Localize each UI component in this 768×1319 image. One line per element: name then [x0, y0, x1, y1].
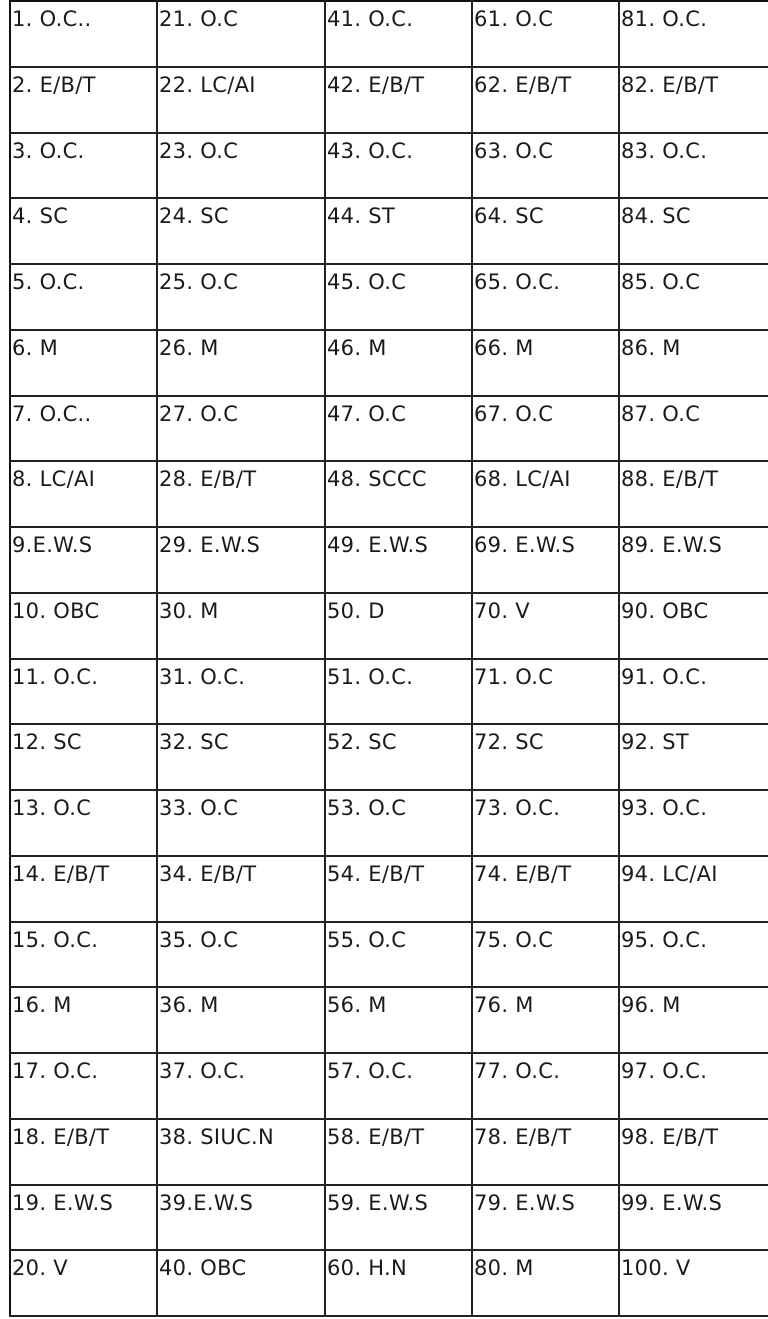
roster-cell: 80. M: [472, 1250, 619, 1316]
roster-cell: 31. O.C.: [157, 659, 325, 725]
table-row: [10, 396, 768, 462]
roster-cell: 50. D: [325, 593, 472, 659]
table-row: [10, 1119, 768, 1185]
roster-cell: 65. O.C.: [472, 264, 619, 330]
roster-cell: 95. O.C.: [619, 922, 768, 988]
roster-cell: 57. O.C.: [325, 1053, 472, 1119]
table-row: [10, 790, 768, 856]
roster-cell: 87. O.C: [619, 396, 768, 462]
table-row: [10, 1053, 768, 1119]
roster-cell: 70. V: [472, 593, 619, 659]
roster-cell: 42. E/B/T: [325, 67, 472, 133]
roster-cell: 20. V: [10, 1250, 157, 1316]
roster-cell: 23. O.C: [157, 133, 325, 199]
table-row: [10, 1185, 768, 1251]
roster-cell: 41. O.C.: [325, 1, 472, 67]
roster-cell: 12. SC: [10, 724, 157, 790]
roster-cell: 59. E.W.S: [325, 1185, 472, 1251]
table-row: [10, 198, 768, 264]
roster-table: [9, 0, 768, 1317]
table-row: [10, 133, 768, 199]
roster-cell: 77. O.C.: [472, 1053, 619, 1119]
roster-cell: 61. O.C: [472, 1, 619, 67]
roster-cell: 49. E.W.S: [325, 527, 472, 593]
table-row: [10, 527, 768, 593]
roster-cell: 90. OBC: [619, 593, 768, 659]
roster-cell: 88. E/B/T: [619, 461, 768, 527]
roster-table-body: [10, 1, 768, 1316]
roster-cell: 38. SIUC.N: [157, 1119, 325, 1185]
roster-cell: 99. E.W.S: [619, 1185, 768, 1251]
table-row: [10, 922, 768, 988]
table-row: [10, 724, 768, 790]
roster-cell: 28. E/B/T: [157, 461, 325, 527]
roster-cell: 9.E.W.S: [10, 527, 157, 593]
roster-cell: 46. M: [325, 330, 472, 396]
roster-cell: 62. E/B/T: [472, 67, 619, 133]
roster-cell: 6. M: [10, 330, 157, 396]
roster-cell: 97. O.C.: [619, 1053, 768, 1119]
roster-cell: 7. O.C..: [10, 396, 157, 462]
roster-cell: 14. E/B/T: [10, 856, 157, 922]
roster-cell: 22. LC/AI: [157, 67, 325, 133]
roster-cell: 85. O.C: [619, 264, 768, 330]
roster-cell: 4. SC: [10, 198, 157, 264]
roster-cell: 10. OBC: [10, 593, 157, 659]
roster-cell: 54. E/B/T: [325, 856, 472, 922]
roster-cell: 82. E/B/T: [619, 67, 768, 133]
roster-cell: 27. O.C: [157, 396, 325, 462]
roster-cell: 91. O.C.: [619, 659, 768, 725]
roster-cell: 15. O.C.: [10, 922, 157, 988]
roster-cell: 56. M: [325, 987, 472, 1053]
roster-cell: 55. O.C: [325, 922, 472, 988]
roster-cell: 45. O.C: [325, 264, 472, 330]
roster-cell: 40. OBC: [157, 1250, 325, 1316]
roster-cell: 53. O.C: [325, 790, 472, 856]
roster-cell: 100. V: [619, 1250, 768, 1316]
roster-cell: 86. M: [619, 330, 768, 396]
roster-cell: 16. M: [10, 987, 157, 1053]
roster-cell: 76. M: [472, 987, 619, 1053]
table-row: [10, 264, 768, 330]
roster-cell: 81. O.C.: [619, 1, 768, 67]
roster-sheet: [9, 0, 768, 1317]
table-row: [10, 1, 768, 67]
roster-cell: 68. LC/AI: [472, 461, 619, 527]
roster-cell: 69. E.W.S: [472, 527, 619, 593]
roster-cell: 66. M: [472, 330, 619, 396]
roster-cell: 83. O.C.: [619, 133, 768, 199]
roster-cell: 48. SCCC: [325, 461, 472, 527]
roster-cell: 29. E.W.S: [157, 527, 325, 593]
roster-cell: 21. O.C: [157, 1, 325, 67]
roster-cell: 79. E.W.S: [472, 1185, 619, 1251]
roster-cell: 1. O.C..: [10, 1, 157, 67]
table-row: [10, 659, 768, 725]
roster-cell: 26. M: [157, 330, 325, 396]
roster-cell: 98. E/B/T: [619, 1119, 768, 1185]
table-row: [10, 67, 768, 133]
roster-cell: 2. E/B/T: [10, 67, 157, 133]
roster-cell: 35. O.C: [157, 922, 325, 988]
roster-cell: 75. O.C: [472, 922, 619, 988]
roster-cell: 72. SC: [472, 724, 619, 790]
roster-cell: 25. O.C: [157, 264, 325, 330]
roster-cell: 33. O.C: [157, 790, 325, 856]
roster-cell: 36. M: [157, 987, 325, 1053]
roster-cell: 24. SC: [157, 198, 325, 264]
roster-cell: 51. O.C.: [325, 659, 472, 725]
roster-cell: 58. E/B/T: [325, 1119, 472, 1185]
roster-cell: 3. O.C.: [10, 133, 157, 199]
roster-cell: 71. O.C: [472, 659, 619, 725]
table-row: [10, 987, 768, 1053]
roster-cell: 11. O.C.: [10, 659, 157, 725]
roster-cell: 18. E/B/T: [10, 1119, 157, 1185]
roster-cell: 94. LC/AI: [619, 856, 768, 922]
table-row: [10, 1250, 768, 1316]
roster-cell: 64. SC: [472, 198, 619, 264]
table-row: [10, 330, 768, 396]
roster-cell: 19. E.W.S: [10, 1185, 157, 1251]
roster-cell: 92. ST: [619, 724, 768, 790]
roster-cell: 63. O.C: [472, 133, 619, 199]
roster-cell: 37. O.C.: [157, 1053, 325, 1119]
roster-cell: 30. M: [157, 593, 325, 659]
roster-cell: 32. SC: [157, 724, 325, 790]
table-row: [10, 856, 768, 922]
roster-cell: 17. O.C.: [10, 1053, 157, 1119]
roster-cell: 39.E.W.S: [157, 1185, 325, 1251]
roster-cell: 8. LC/AI: [10, 461, 157, 527]
roster-cell: 44. ST: [325, 198, 472, 264]
roster-cell: 47. O.C: [325, 396, 472, 462]
roster-cell: 34. E/B/T: [157, 856, 325, 922]
roster-cell: 52. SC: [325, 724, 472, 790]
roster-cell: 5. O.C.: [10, 264, 157, 330]
roster-cell: 84. SC: [619, 198, 768, 264]
roster-cell: 67. O.C: [472, 396, 619, 462]
roster-cell: 43. O.C.: [325, 133, 472, 199]
roster-cell: 96. M: [619, 987, 768, 1053]
roster-cell: 74. E/B/T: [472, 856, 619, 922]
roster-cell: 60. H.N: [325, 1250, 472, 1316]
roster-cell: 13. O.C: [10, 790, 157, 856]
table-row: [10, 461, 768, 527]
roster-cell: 78. E/B/T: [472, 1119, 619, 1185]
table-row: [10, 593, 768, 659]
roster-cell: 73. O.C.: [472, 790, 619, 856]
roster-cell: 89. E.W.S: [619, 527, 768, 593]
roster-cell: 93. O.C.: [619, 790, 768, 856]
